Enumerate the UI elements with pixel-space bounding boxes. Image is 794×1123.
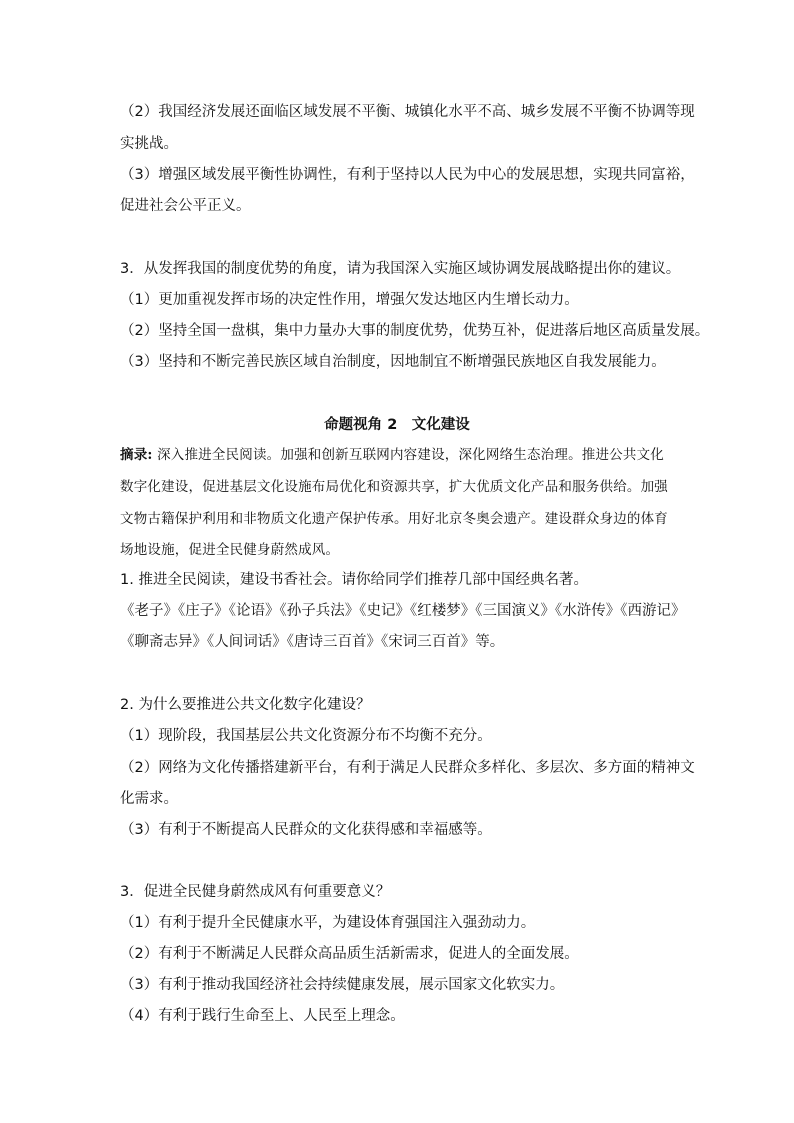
suggestion-1: （1）更加重视发挥市场的决定性作用，增强欠发达地区内生增长动力。 <box>120 292 579 308</box>
answer-2-line-2: 实挑战。 <box>120 136 178 152</box>
question-3-suggestions: 3．从发挥我国的制度优势的角度，请为我国深入实施区域协调发展战略提出你的建议。 <box>120 261 681 277</box>
culture-question-2: 2. 为什么要推进公共文化数字化建设？ <box>120 697 371 713</box>
answer-3-line-2: 促进社会公平正义。 <box>120 198 251 214</box>
culture-answer-3-3: （3）有利于推动我国经济社会持续健康发展，展示国家文化软实力。 <box>120 977 565 993</box>
culture-answer-3-1: （1）有利于提升全民健康水平，为建设体育强国注入强劲动力。 <box>120 915 536 931</box>
abstract-line-4: 场地设施，促进全民健身蔚然成风。 <box>120 542 340 558</box>
abstract-line-2: 数字化建设，促进基层文化设施布局优化和资源共享，扩大优质文化产品和服务供给。加强 <box>120 479 668 495</box>
culture-answer-2-2-line-2: 化需求。 <box>120 791 178 807</box>
abstract-line-3: 文物古籍保护利用和非物质文化遗产保护传承。用好北京冬奥会遗产。建设群众身边的体育 <box>120 511 668 527</box>
answer-2-line-1: （2）我国经济发展还面临区域发展不平衡、城镇化水平不高、城乡发展不平衡不协调等现 <box>120 104 695 120</box>
culture-question-3: 3．促进全民健身蔚然成风有何重要意义？ <box>120 884 391 900</box>
abstract-text-1: 深入推进全民阅读。加强和创新互联网内容建设，深化网络生态治理。推进公共文化 <box>152 447 664 463</box>
culture-answer-2-3: （3）有利于不断提高人民群众的文化获得感和幸福感等。 <box>120 822 492 838</box>
answer-3-line-1: （3）增强区域发展平衡性协调性，有利于坚持以人民为中心的发展思想，实现共同富裕， <box>120 167 695 183</box>
section-title: 命题视角 2 文化建设 <box>324 417 470 433</box>
book-list-line-1: 《老子》《庄子》《论语》《孙子兵法》《史记》《红楼梦》《三国演义》《水浒传》《西游记》 <box>120 603 686 619</box>
book-list-line-2: 《聊斋志异》《人间词话》《唐诗三百首》《宋词三百首》等。 <box>120 634 505 650</box>
culture-answer-2-1: （1）现阶段，我国基层公共文化资源分布不均衡不充分。 <box>120 728 492 744</box>
abstract-label: 摘录: <box>120 447 153 463</box>
suggestion-3: （3）坚持和不断完善民族区域自治制度，因地制宜不断增强民族地区自我发展能力。 <box>120 354 666 370</box>
suggestion-2: （2）坚持全国一盘棋，集中力量办大事的制度优势，优势互补，促进落后地区高质量发展。 <box>120 323 710 339</box>
abstract-line-1 <box>120 445 664 465</box>
culture-answer-2-2-line-1: （2）网络为文化传播搭建新平台，有利于满足人民群众多样化、多层次、多方面的精神文 <box>120 760 695 776</box>
culture-question-1: 1. 推进全民阅读，建设书香社会。请你给同学们推荐几部中国经典名著。 <box>120 572 588 588</box>
culture-answer-3-4: （4）有利于践行生命至上、人民至上理念。 <box>120 1008 405 1024</box>
culture-answer-3-2: （2）有利于不断满足人民群众高品质生活新需求，促进人的全面发展。 <box>120 946 579 962</box>
